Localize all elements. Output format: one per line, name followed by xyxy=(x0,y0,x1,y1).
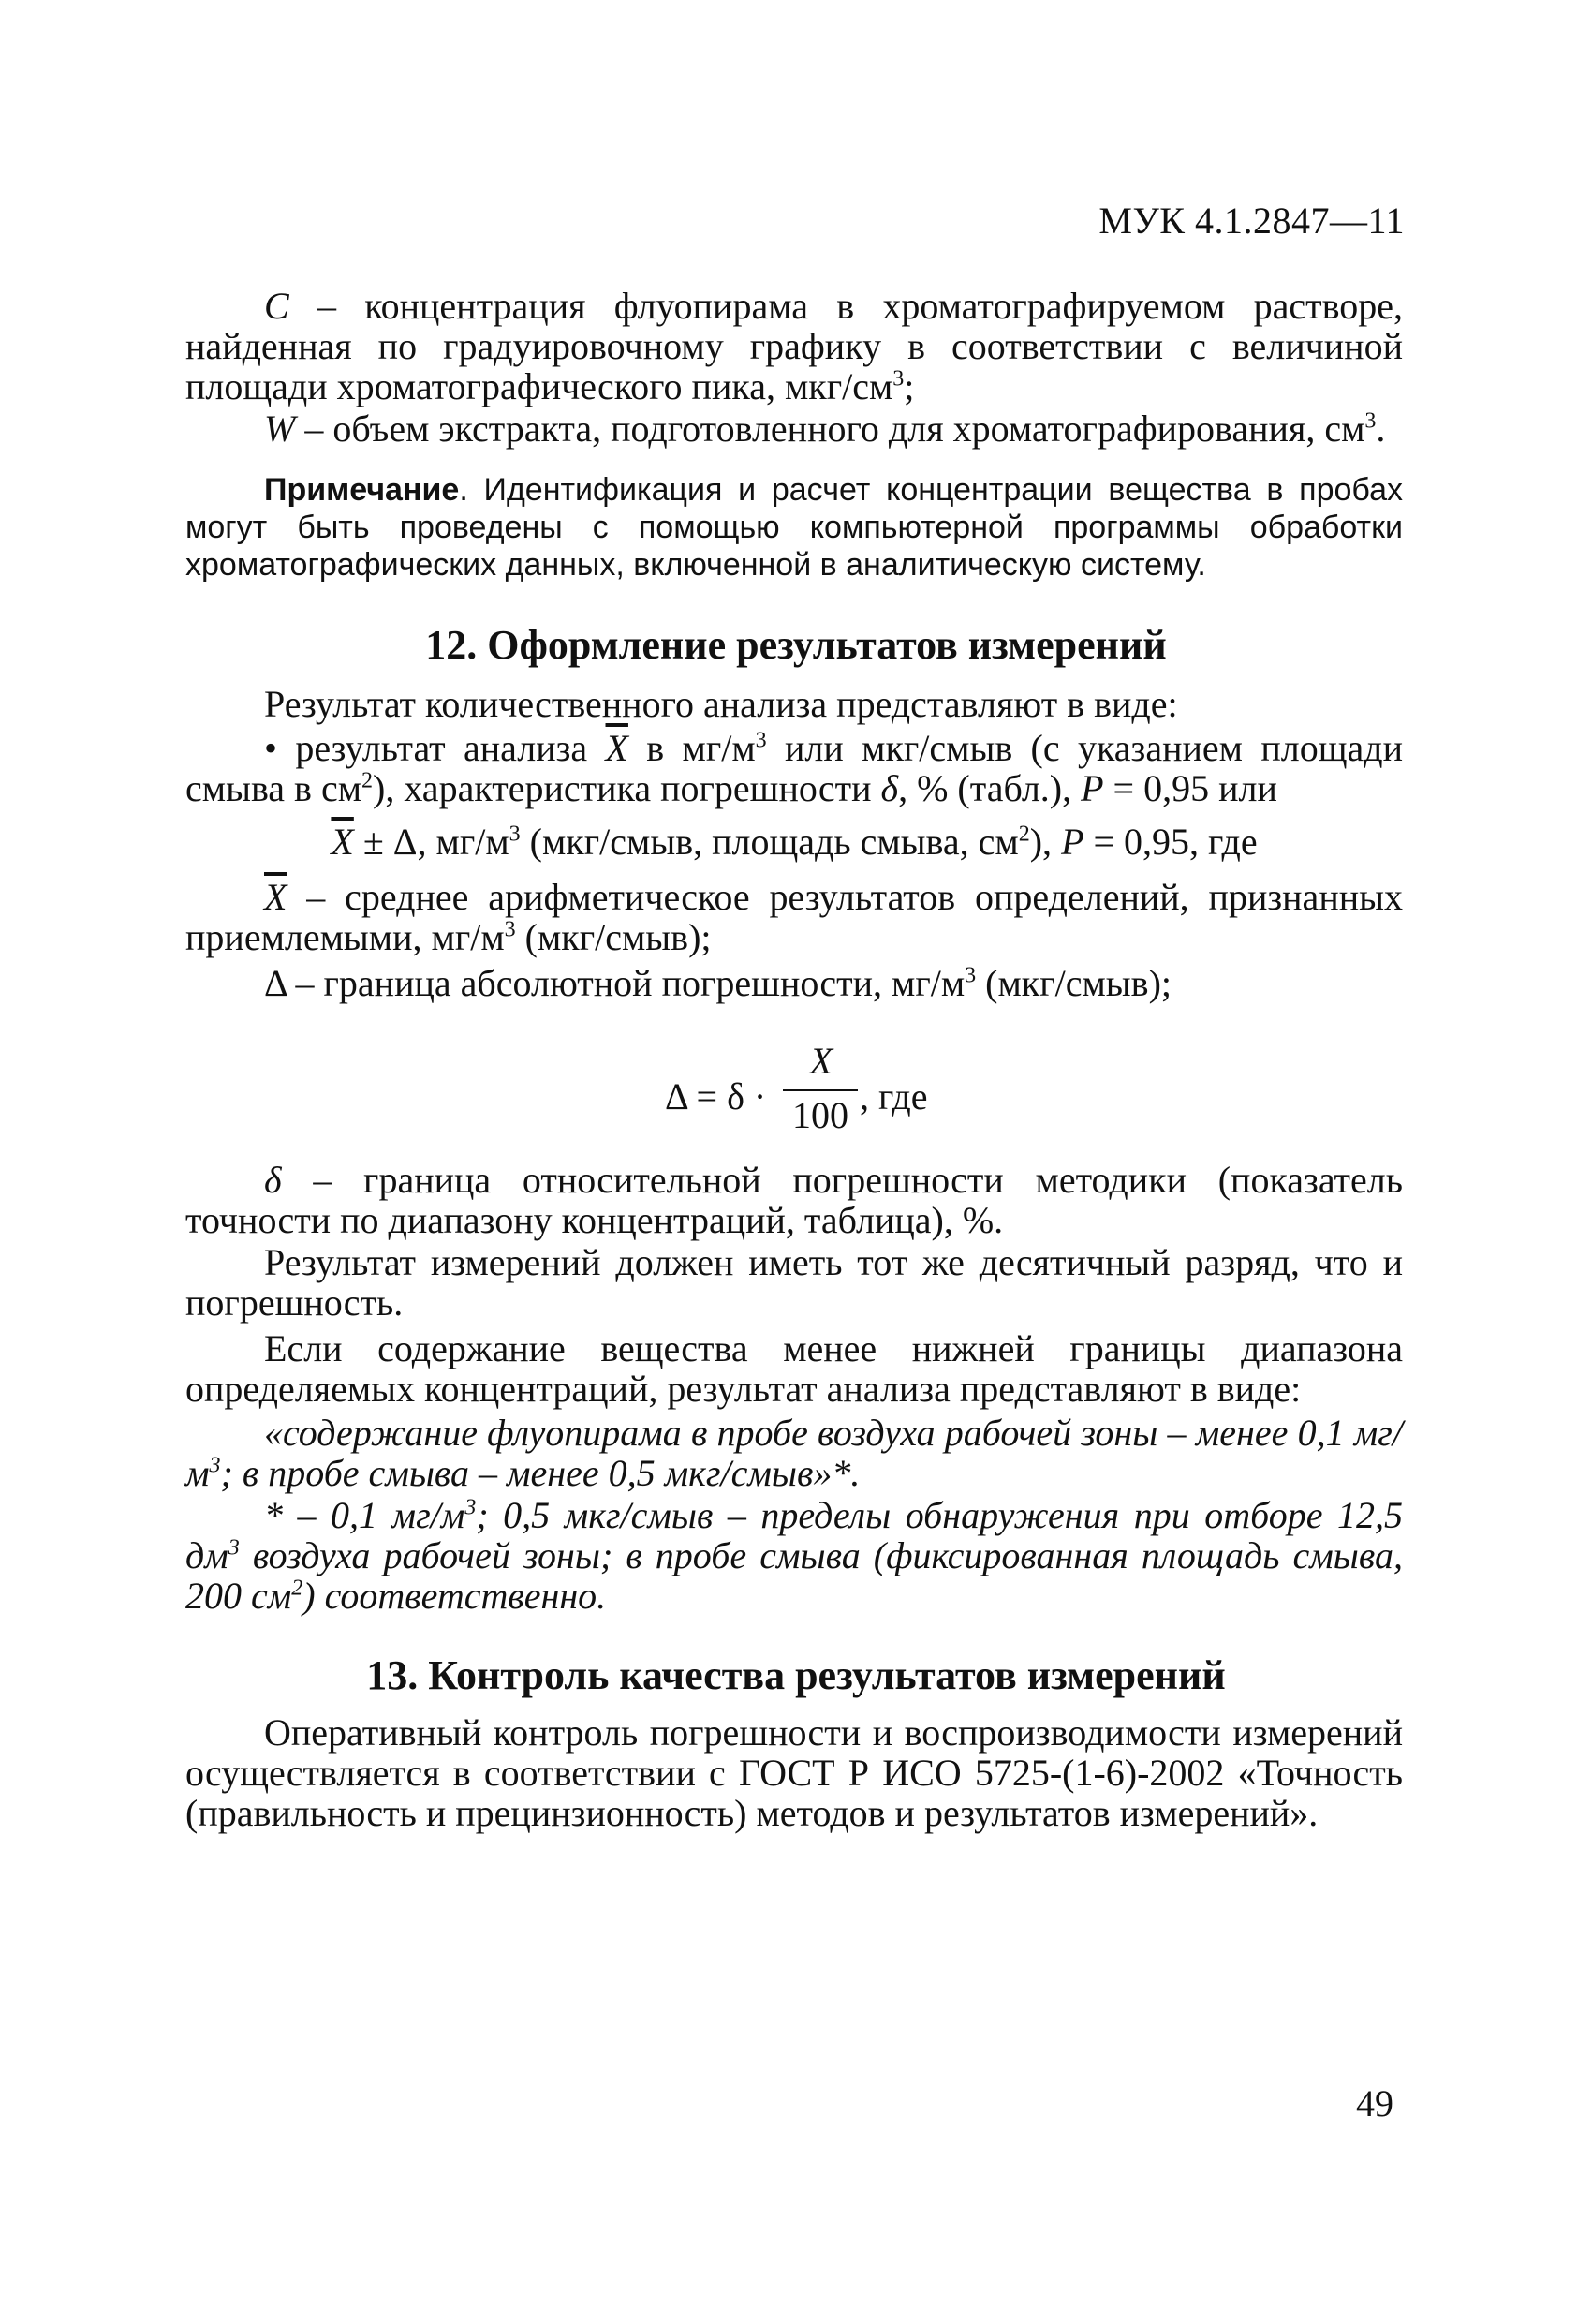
superscript: 3 xyxy=(209,1453,221,1478)
symbol-p: P xyxy=(1061,821,1084,863)
interval-c: ), xyxy=(1029,821,1062,863)
definition-w xyxy=(185,408,1403,449)
abs-error-text: Δ – граница абсолютной погрешности, мг/м xyxy=(264,962,966,1004)
definition-w-tail: . xyxy=(1376,407,1386,450)
formula-denominator: 100 xyxy=(792,1094,848,1136)
symbol-p: P xyxy=(1081,767,1104,809)
fraction-bar xyxy=(783,1089,858,1091)
running-head: МУК 4.1.2847—11 xyxy=(1098,200,1405,242)
abs-error-definition xyxy=(185,963,1403,1003)
bullet-mid: в мг/м xyxy=(627,727,756,769)
page-number: 49 xyxy=(1356,2082,1393,2124)
superscript: 3 xyxy=(504,917,516,942)
superscript: 3 xyxy=(1364,408,1377,434)
rel-error-definition xyxy=(185,1160,1403,1240)
result-bullet xyxy=(185,728,1403,808)
definition-c-text: – концентрация флуопирама в хроматографируемом растворе, найденная по градуировочному графику в соответствии с величиной площади хроматографического пика, мкг/см xyxy=(185,285,1403,407)
symbol-delta: δ xyxy=(264,1159,282,1201)
section-12-intro: Результат количественного анализа представляют в виде: xyxy=(264,683,1178,725)
symbol-x-bar: $\overline{X}$ xyxy=(331,821,354,863)
bullet-rest: или мкг/смыв (с указанием площади смыва в см xyxy=(185,727,1404,809)
xbar-definition xyxy=(185,877,1403,957)
note-block xyxy=(185,471,1403,584)
definition-c xyxy=(185,286,1403,407)
superscript: 3 xyxy=(892,366,905,392)
formula-suffix: , где xyxy=(860,1075,928,1118)
error-formula xyxy=(0,1035,1592,1147)
definition-w-text: – объем экстракта, подготовленного для хроматографирования, см xyxy=(295,407,1365,450)
below-range-quote xyxy=(185,1413,1403,1493)
superscript: 2 xyxy=(291,1576,303,1601)
section-12-continued xyxy=(185,1160,1403,1616)
quote-b: ; в пробе смыва – менее 0,5 мкг/смыв»*. xyxy=(220,1452,861,1494)
footnote-b: ; 0,5 мкг/смыв – пределы обнаружения при отборе 12,5 дм xyxy=(185,1494,1403,1576)
definitions-block xyxy=(185,286,1403,449)
superscript: 3 xyxy=(228,1535,240,1561)
superscript: 3 xyxy=(965,963,977,988)
result-interval xyxy=(185,822,1403,862)
bullet-p-value: = 0,95 или xyxy=(1103,767,1277,809)
symbol-delta: δ xyxy=(880,767,899,809)
quote-a: «содержание флуопирама в пробе воздуха рабочей зоны – менее 0,1 мг/м xyxy=(185,1412,1403,1494)
bullet-tail: , % (табл.), xyxy=(898,767,1082,809)
symbol-x-bar: $\overline{X}$ xyxy=(264,876,287,918)
superscript: 3 xyxy=(509,822,521,847)
definition-c-tail: ; xyxy=(904,365,915,407)
footnote-d: ) соответственно. xyxy=(302,1575,607,1617)
bullet-prefix: • результат анализа xyxy=(264,727,606,769)
symbol-c: C xyxy=(264,285,289,327)
note-paragraph xyxy=(185,471,1403,584)
footnote-c: воздуха рабочей зоны; в пробе смыва (фиксированная площадь смыва, 200 см xyxy=(185,1534,1403,1617)
note-text: . Идентификация и расчет концентрации вещества в пробах могут быть проведены с помощью компьютерной программы обработки хроматографических данных, включенной в аналитическую систему. xyxy=(185,472,1403,583)
superscript: 3 xyxy=(755,728,767,753)
symbol-x-bar: $\overline{X}$ xyxy=(605,727,628,769)
note-label: Примечание xyxy=(264,472,460,508)
symbol-w: W xyxy=(264,407,296,450)
formula-lhs: Δ = δ · xyxy=(665,1075,767,1118)
footnote-a: * – 0,1 мг/м xyxy=(264,1494,465,1536)
xbar-definition-text: – среднее арифметическое результатов определений, признанных приемлемыми, мг/м xyxy=(185,876,1403,958)
interval-d: = 0,95, где xyxy=(1083,821,1258,863)
interval-a: ± Δ, мг/м xyxy=(353,821,509,863)
section-13-body xyxy=(185,1712,1403,1833)
interval-b: (мкг/смыв, площадь смыва, см xyxy=(520,821,1019,863)
superscript: 2 xyxy=(1018,822,1030,847)
rel-error-text: – граница относительной погрешности методики (показатель точности по диапазону концентраций, таблица), %. xyxy=(185,1159,1403,1241)
bullet-after: ), характеристика погрешности xyxy=(373,767,881,809)
section-12-heading: 12. Оформление результатов измерений xyxy=(425,622,1167,668)
detection-limits-footnote xyxy=(185,1495,1403,1616)
section-13-heading: 13. Контроль качества результатов измерений xyxy=(366,1652,1226,1698)
abs-error-tail: (мкг/смыв); xyxy=(976,962,1172,1004)
formula-numerator: X xyxy=(809,1040,833,1082)
superscript: 3 xyxy=(464,1495,477,1520)
xbar-definition-tail: (мкг/смыв); xyxy=(515,916,712,958)
section-13-text: Оперативный контроль погрешности и воспроизводимости измерений осуществляется в соответствии с ГОСТ Р ИСО 5725-(1-6)-2002 «Точность (правильность и прецинзионность) методов и результатов измерений». xyxy=(185,1711,1403,1834)
section-12-body xyxy=(185,684,1403,1003)
superscript: 2 xyxy=(361,768,374,793)
rounding-rule: Результат измерений должен иметь тот же десятичный разряд, что и погрешность. xyxy=(185,1241,1403,1324)
below-range-rule: Если содержание вещества менее нижней границы диапазона определяемых концентраций, результат анализа представляют в виде: xyxy=(185,1327,1403,1410)
